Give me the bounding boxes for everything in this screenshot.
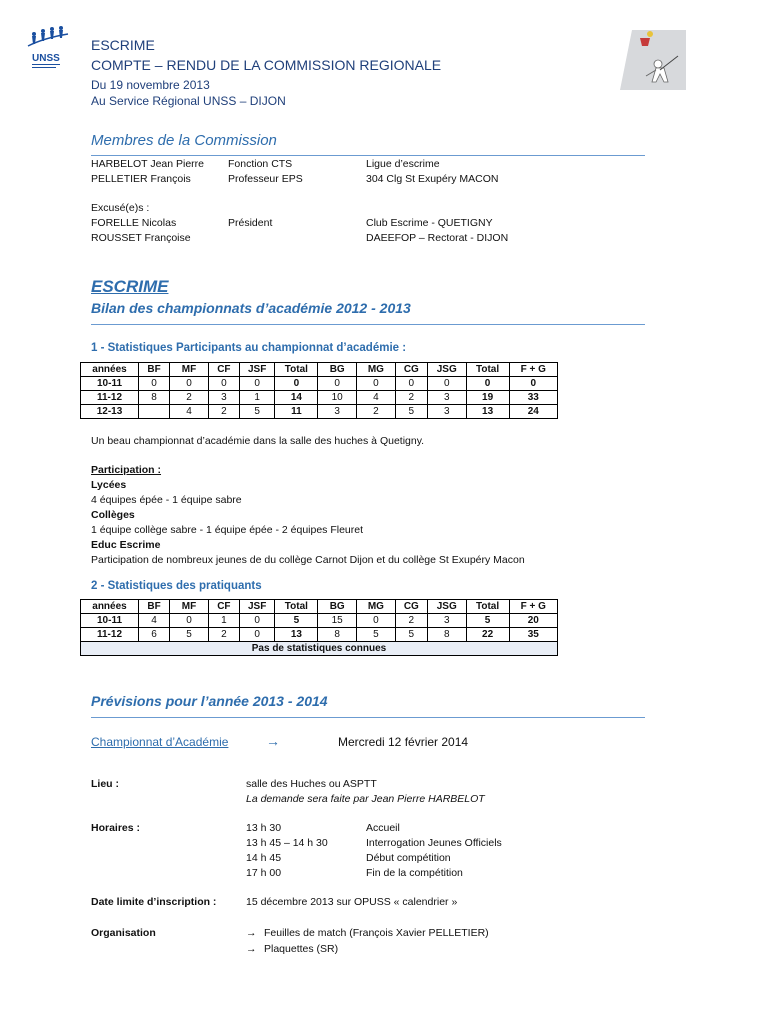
arrow-right-icon: →: [266, 733, 280, 749]
header-date: Du 19 novembre 2013: [91, 78, 210, 92]
forecast-title: Prévisions pour l’année 2013 - 2014: [91, 693, 328, 709]
logo-text: UNSS: [32, 53, 60, 64]
member-name: PELLETIER François: [91, 173, 191, 185]
member-role: Fonction CTS: [228, 158, 293, 170]
horaire-time: 14 h 45: [246, 852, 282, 864]
championship-comment: Un beau championnat d’académie dans la salle des huches à Quetigny.: [91, 435, 425, 447]
organisation-label: Organisation: [91, 927, 156, 939]
colleges-label: Collèges: [91, 509, 135, 521]
horaire-time: 13 h 45 – 14 h 30: [246, 837, 328, 849]
unss-logo: [24, 24, 74, 74]
member-org: Ligue d’escrime: [366, 158, 440, 170]
fencer-image: [620, 30, 686, 90]
horaire-label: Fin de la compétition: [366, 867, 463, 879]
arrow-right-icon: →: [246, 943, 257, 955]
member-org: 304 Clg St Exupéry MACON: [366, 173, 499, 185]
members-title: Membres de la Commission: [91, 132, 277, 149]
table-row: 12-13 4 2 5 11 3 2 5 3 13 24: [81, 405, 558, 419]
organisation-item: Feuilles de match (François Xavier PELLETIER): [264, 927, 489, 939]
escrime-title: ESCRIME: [91, 277, 169, 296]
lieu-value: salle des Huches ou ASPTT: [246, 778, 377, 790]
table-row: 10-11 0 0 0 0 0 0 0 0 0 0 0: [81, 377, 558, 391]
header-title-2: COMPTE – RENDU DE LA COMMISSION REGIONALE: [91, 57, 442, 73]
organisation-item: Plaquettes (SR): [264, 943, 339, 955]
horaires-label: Horaires :: [91, 822, 141, 834]
lycees-text: 4 équipes épée - 1 équipe sabre: [91, 494, 242, 506]
lieu-label: Lieu :: [91, 778, 119, 790]
participation-label: Participation :: [91, 464, 162, 476]
table-footer-row: Pas de statistiques connues: [81, 642, 558, 656]
member-name: HARBELOT Jean Pierre: [91, 158, 205, 170]
deadline-label: Date limite d’inscription :: [91, 896, 217, 908]
stat1-table: [80, 362, 558, 419]
excused-name: FORELLE Nicolas: [91, 217, 177, 229]
excused-org: Club Escrime - QUETIGNY: [366, 217, 493, 229]
lieu-note: La demande sera faite par Jean Pierre HARBELOT: [246, 793, 485, 805]
championship-label: Championnat d’Académie: [91, 735, 229, 749]
horaire-label: Accueil: [366, 822, 400, 834]
lycees-label: Lycées: [91, 479, 127, 491]
educ-label: Educ Escrime: [91, 539, 161, 551]
stat2-title: 2 - Statistiques des pratiquants: [91, 580, 262, 592]
table-row: 11-12 6 5 2 0 13 8 5 5 8 22 35: [81, 628, 558, 642]
colleges-text: 1 équipe collège sabre - 1 équipe épée - 2 équipes Fleuret: [91, 524, 364, 536]
championship-date: Mercredi 12 février 2014: [338, 735, 469, 749]
horaire-label: Interrogation Jeunes Officiels: [366, 837, 502, 849]
escrime-subtitle: Bilan des championnats d’académie 2012 - 2013: [91, 300, 411, 316]
horaire-label: Début compétition: [366, 852, 451, 864]
member-role: Professeur EPS: [228, 173, 303, 185]
excused-label: Excusé(e)s :: [91, 202, 150, 214]
excused-org: DAEEFOP – Rectorat - DIJON: [366, 232, 509, 244]
arrow-right-icon: →: [246, 927, 257, 939]
table-header-row: années BF MF CF JSF Total BG MG CG JSG Total F + G: [81, 600, 558, 614]
header-title-1: ESCRIME: [91, 37, 155, 53]
table-row: 10-11 4 0 1 0 5 15 0 2 3 5 20: [81, 614, 558, 628]
stat1-title: 1 - Statistiques Participants au championnat d’académie :: [91, 342, 407, 354]
horaire-time: 13 h 30: [246, 822, 282, 834]
excused-name: ROUSSET Françoise: [91, 232, 191, 244]
excused-role: Président: [228, 217, 273, 229]
horaire-time: 17 h 00: [246, 867, 282, 879]
educ-text: Participation de nombreux jeunes de du collège Carnot Dijon et du collège St Exupéry Macon: [91, 554, 525, 566]
table-row: 11-12 8 2 3 1 14 10 4 2 3 19 33: [81, 391, 558, 405]
stat2-table: [80, 599, 558, 656]
deadline-value: 15 décembre 2013 sur OPUSS « calendrier »: [246, 896, 458, 908]
table-header-row: années BF MF CF JSF Total BG MG CG JSG Total F + G: [81, 363, 558, 377]
header-place: Au Service Régional UNSS – DIJON: [91, 94, 286, 108]
